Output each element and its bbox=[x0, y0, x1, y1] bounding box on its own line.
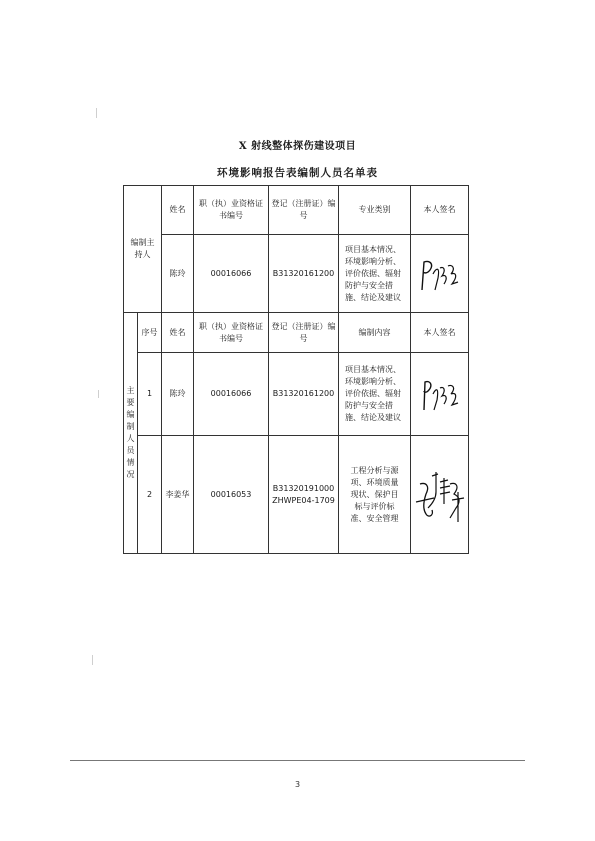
staff-section-char: 情 bbox=[126, 458, 135, 467]
staff-section-char: 主 bbox=[126, 386, 135, 395]
staff-section-char: 况 bbox=[126, 470, 135, 479]
staff-section-char: 编 bbox=[126, 410, 135, 419]
table-title: 环境影响报告表编制人员名单表 bbox=[217, 167, 378, 179]
page-number: 3 bbox=[294, 780, 301, 789]
staff-signature bbox=[411, 436, 469, 554]
staff-reg: B31320161200 bbox=[269, 353, 339, 436]
handwritten-signature-icon bbox=[414, 464, 466, 526]
staff-section-char: 员 bbox=[126, 446, 135, 455]
host-row bbox=[124, 235, 469, 313]
header-staff-cert: 职（执）业资格证书编号 bbox=[194, 313, 269, 353]
staff-table bbox=[123, 185, 469, 554]
host-signature bbox=[411, 235, 469, 313]
staff-reg-line-2: ZHWPE04-1709 bbox=[272, 495, 335, 505]
header-cert: 职（执）业资格证书编号 bbox=[194, 186, 269, 235]
staff-row bbox=[124, 353, 469, 436]
staff-name: 陈玲 bbox=[162, 353, 194, 436]
staff-seq: 1 bbox=[138, 353, 162, 436]
staff-content: 工程分析与源项、环境质量现状、保护目标与评价标准、安全管理 bbox=[339, 436, 411, 554]
host-reg: B31320161200 bbox=[269, 235, 339, 313]
header-staff-name: 姓名 bbox=[162, 313, 194, 353]
header-signature: 本人签名 bbox=[411, 186, 469, 235]
host-header-row bbox=[124, 186, 469, 235]
header-name: 姓名 bbox=[162, 186, 194, 235]
staff-section-char: 制 bbox=[126, 422, 135, 431]
staff-cert: 00016053 bbox=[194, 436, 269, 554]
document-title: X 射线整体探伤建设项目 bbox=[238, 141, 357, 152]
staff-reg-line-1: B31320191000 bbox=[272, 483, 335, 493]
staff-section-blank bbox=[124, 313, 138, 554]
host-section-label: 编制主持人 bbox=[124, 186, 162, 313]
header-staff-reg: 登记（注册证）编号 bbox=[269, 313, 339, 353]
scan-mark bbox=[96, 108, 97, 118]
handwritten-signature-icon bbox=[418, 372, 462, 416]
header-category: 专业类别 bbox=[339, 186, 411, 235]
staff-name: 李姜华 bbox=[162, 436, 194, 554]
header-staff-signature: 本人签名 bbox=[411, 313, 469, 353]
staff-signature bbox=[411, 353, 469, 436]
staff-seq: 2 bbox=[138, 436, 162, 554]
staff-row bbox=[124, 436, 469, 554]
host-cert: 00016066 bbox=[194, 235, 269, 313]
header-seq: 序号 bbox=[138, 313, 162, 353]
scan-mark bbox=[92, 655, 93, 665]
host-name: 陈玲 bbox=[162, 235, 194, 313]
scan-mark bbox=[98, 390, 99, 398]
staff-reg bbox=[269, 436, 339, 554]
footer-divider bbox=[70, 760, 525, 761]
header-content: 编制内容 bbox=[339, 313, 411, 353]
staff-cert: 00016066 bbox=[194, 353, 269, 436]
staff-content: 项目基本情况、环境影响分析、评价依据、辐射防护与安全措施、结论及建议 bbox=[339, 353, 411, 436]
handwritten-signature-icon bbox=[418, 254, 462, 294]
host-category: 项目基本情况、环境影响分析、评价依据、辐射防护与安全措施、结论及建议 bbox=[339, 235, 411, 313]
staff-header-row bbox=[124, 313, 469, 353]
staff-section-char: 人 bbox=[126, 434, 135, 443]
staff-section-char: 要 bbox=[126, 398, 135, 407]
header-reg: 登记（注册证）编号 bbox=[269, 186, 339, 235]
